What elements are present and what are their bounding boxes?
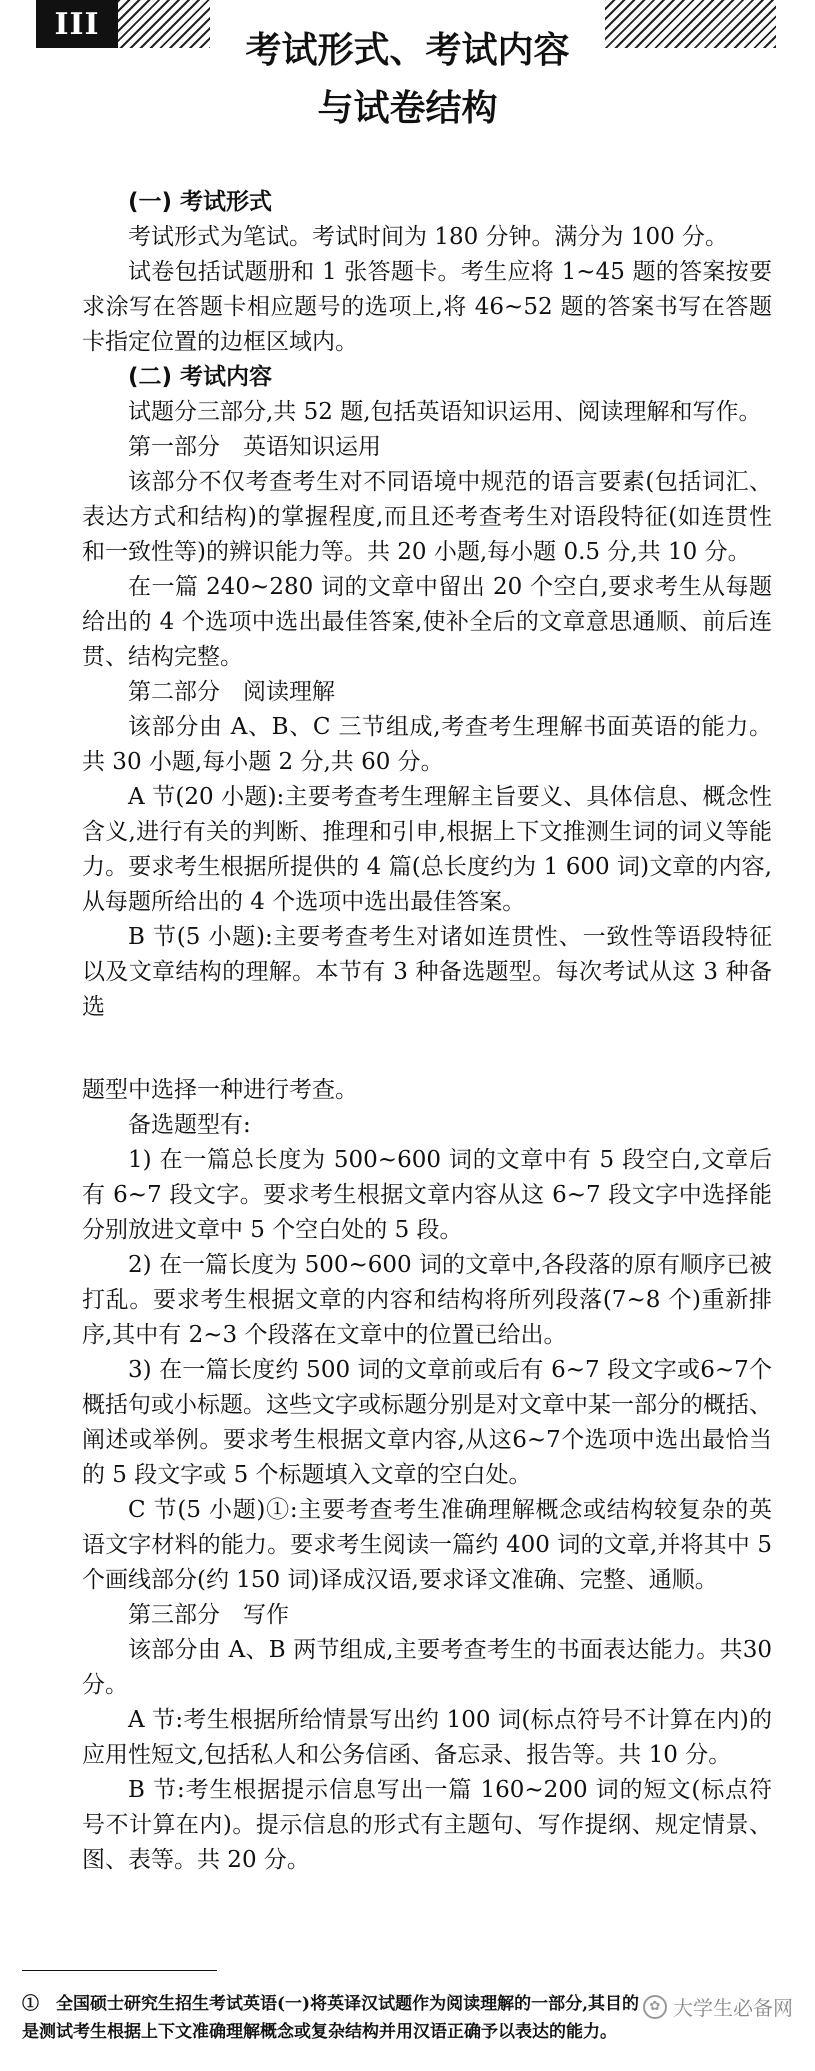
paragraph: 考试形式为笔试。考试时间为 180 分钟。满分为 100 分。	[128, 224, 729, 250]
paragraph: C 节(5 小题)①:主要考查考生准确理解概念或结构较复杂的英语文字材料的能力。要求考生阅读一篇约 400 词的文章,并将其中 5 个画线部分(约 150 词)译成汉语,要求译文准确、完整、通顺。	[82, 1497, 772, 1593]
paragraph: A 节(20 小题):主要考查考生理解主旨要义、具体信息、概念性含义,进行有关的判断、推理和引申,根据上下文推测生词的词义等能力。要求考生根据所提供的 4 篇(总长度约为 1 600 词)文章的内容,从每题所给出的 4 个选项中选出最佳答案。	[82, 784, 772, 915]
paragraph: A 节:考生根据所给情景写出约 100 词(标点符号不计算在内)的应用性短文,包括私人和公务信函、备忘录、报告等。共 10 分。	[82, 1707, 772, 1768]
page-gap	[82, 1025, 772, 1073]
chapter-title-line2: 与试卷结构	[317, 88, 498, 129]
paragraph: B 节:考生根据提示信息写出一篇 160~200 词的短文(标点符号不计算在内)。提示信息的形式有主题句、写作提纲、规定情景、图、表等。共 20 分。	[82, 1777, 772, 1873]
wechat-icon: ✿	[643, 1995, 667, 2019]
footnote-line2: 是测试考生根据上下文准确理解概念或复杂结构并用汉语正确予以表达的能力。	[22, 2022, 617, 2042]
paragraph: 第三部分 写作	[128, 1602, 289, 1628]
chapter-title-line1: 考试形式、考试内容	[245, 30, 570, 71]
paragraph: 该部分不仅考查考生对不同语境中规范的语言要素(包括词汇、表达方式和结构)的掌握程度,而且还考查考生对语段特征(如连贯性和一致性等)的辨识能力等。共 20 小题,每小题 0.5 分,共 10 分。	[82, 469, 772, 565]
footnote-line1: ① 全国硕士研究生招生考试英语(一)将英译汉试题作为阅读理解的一部分,其目的	[22, 1994, 640, 2014]
watermark-text: 大学生必备网	[673, 1996, 793, 2020]
paragraph: 2) 在一篇长度为 500~600 词的文章中,各段落的原有顺序已被打乱。要求考生根据文章的内容和结构将所列段落(7~8 个)重新排序,其中有 2~3 个段落在文章中的位置已给出。	[82, 1252, 772, 1348]
paragraph: 第一部分 英语知识运用	[128, 434, 381, 460]
section-heading: (一) 考试形式	[128, 189, 273, 215]
paragraph: 1) 在一篇总长度为 500~600 词的文章中有 5 段空白,文章后有 6~7 段文字。要求考生根据文章内容从这 6~7 段文字中选择能分别放进文章中 5 个空白处的 5 段。	[82, 1147, 772, 1243]
watermark	[639, 1992, 797, 2021]
paragraph: 试题分三部分,共 52 题,包括英语知识运用、阅读理解和写作。	[128, 399, 762, 425]
paragraph: 试卷包括试题册和 1 张答题卡。考生应将 1~45 题的答案按要求涂写在答题卡相应题号的选项上,将 46~52 题的答案书写在答题卡指定位置的边框区域内。	[82, 259, 772, 355]
paragraph: 该部分由 A、B、C 三节组成,考查考生理解书面英语的能力。共 30 小题,每小题 2 分,共 60 分。	[82, 714, 772, 775]
paragraph: 在一篇 240~280 词的文章中留出 20 个空白,要求考生从每题给出的 4 个选项中选出最佳答案,使补全后的文章意思通顺、前后连贯、结构完整。	[82, 574, 772, 670]
chapter-badge: III	[36, 0, 118, 48]
section-heading: (二) 考试内容	[128, 364, 273, 390]
paragraph: 3) 在一篇长度约 500 词的文章前或后有 6~7 段文字或6~7个概括句或小标题。这些文字或标题分别是对文章中某一部分的概括、阐述或举例。要求考生根据文章内容,从这6~7个选项中选出最恰当的 5 段文字或 5 个标题填入文章的空白处。	[82, 1357, 772, 1488]
footnote-rule	[22, 1970, 217, 1971]
body-text	[82, 185, 772, 1878]
title-block	[210, 0, 605, 150]
paragraph: 备选题型有:	[128, 1112, 251, 1138]
paragraph: B 节(5 小题):主要考查考生对诸如连贯性、一致性等语段特征以及文章结构的理解。本节有 3 种备选题型。每次考试从这 3 种备选	[82, 924, 772, 1020]
paragraph: 该部分由 A、B 两节组成,主要考查考生的书面表达能力。共30分。	[82, 1637, 772, 1698]
chapter-header	[0, 0, 815, 175]
paragraph: 第二部分 阅读理解	[128, 679, 335, 705]
paragraph: 题型中选择一种进行考查。	[82, 1077, 358, 1103]
